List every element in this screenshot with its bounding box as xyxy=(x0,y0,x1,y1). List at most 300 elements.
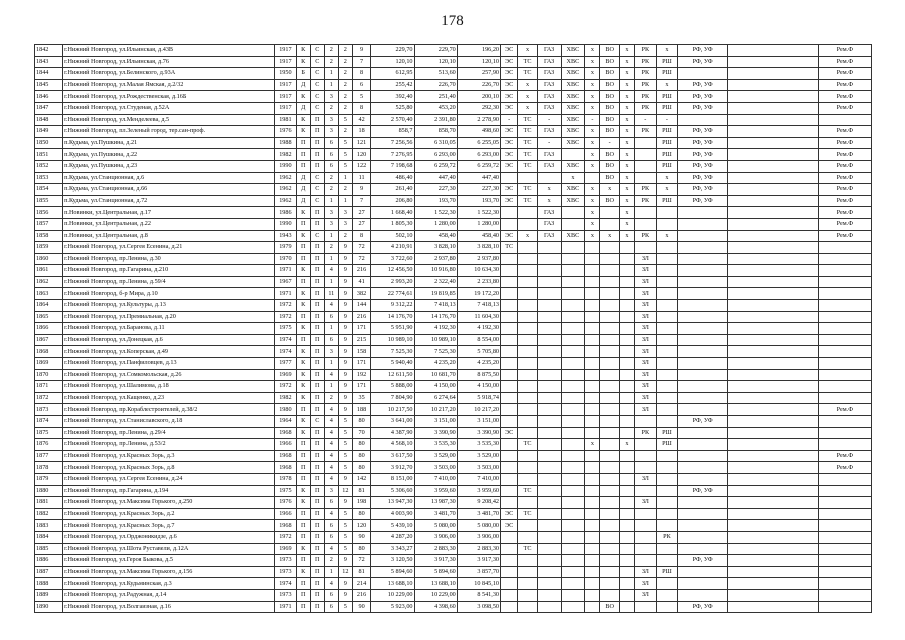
table-cell xyxy=(678,381,728,393)
table-cell xyxy=(501,450,518,462)
table-cell xyxy=(537,416,561,428)
table-cell: г.Нижний Новгород, пр.Кораблестроителей, д.38/2 xyxy=(63,404,275,416)
table-cell xyxy=(600,311,619,323)
table-cell: 9 xyxy=(338,311,352,323)
table-cell: 1964 xyxy=(275,416,297,428)
table-cell xyxy=(585,253,600,265)
table-cell xyxy=(585,566,600,578)
table-cell xyxy=(728,218,819,230)
table-cell xyxy=(600,334,619,346)
table-cell: 3 617,50 xyxy=(371,450,414,462)
table-cell xyxy=(600,288,619,300)
table-cell xyxy=(561,323,585,335)
table-cell xyxy=(728,369,819,381)
table-cell xyxy=(635,439,657,451)
table-cell xyxy=(561,311,585,323)
table-cell: 5 xyxy=(338,601,352,613)
table-cell: 1887 xyxy=(35,566,63,578)
table-cell xyxy=(728,207,819,219)
table-cell: 3 390,90 xyxy=(414,427,457,439)
table-cell xyxy=(501,207,518,219)
table-row xyxy=(35,56,872,68)
table-cell: РШ xyxy=(656,427,678,439)
table-cell: 3 917,30 xyxy=(414,555,457,567)
table-cell: П xyxy=(310,555,324,567)
table-cell: г.Нижний Новгород, ул.Панфиловцев, д.13 xyxy=(63,358,275,370)
table-cell: 3 828,10 xyxy=(414,242,457,254)
table-cell: х xyxy=(656,45,678,57)
table-cell: С xyxy=(310,195,324,207)
table-cell: 3 503,00 xyxy=(457,462,500,474)
table-cell: ГАЗ xyxy=(537,207,561,219)
table-cell: 4 xyxy=(324,439,338,451)
table-cell: 14 176,70 xyxy=(414,311,457,323)
table-cell: 5 923,00 xyxy=(371,601,414,613)
table-cell: г.Нижний Новгород, ул.Станиславского, д.18 xyxy=(63,416,275,428)
table-cell xyxy=(678,427,728,439)
table-cell xyxy=(600,381,619,393)
table-cell: 3 529,00 xyxy=(414,450,457,462)
table-cell: РК xyxy=(635,195,657,207)
table-cell: 9 xyxy=(338,288,352,300)
table-cell: 1 xyxy=(324,195,338,207)
table-cell: ГАЗ xyxy=(537,218,561,230)
table-cell: С xyxy=(310,68,324,80)
table-cell xyxy=(619,473,634,485)
table-cell: 1973 xyxy=(275,589,297,601)
table-cell: 72 xyxy=(352,555,370,567)
table-cell: 158 xyxy=(352,346,370,358)
table-cell xyxy=(678,218,728,230)
table-cell: 3 481,70 xyxy=(414,508,457,520)
table-cell: 6 259,72 xyxy=(414,160,457,172)
table-cell: ЭС xyxy=(501,508,518,520)
table-cell: 1890 xyxy=(35,601,63,613)
table-cell: 72 xyxy=(352,242,370,254)
table-cell: 1852 xyxy=(35,160,63,172)
table-cell xyxy=(619,265,634,277)
table-cell xyxy=(600,578,619,590)
table-cell xyxy=(818,323,871,335)
table-cell: 9 xyxy=(338,346,352,358)
table-cell: 81 xyxy=(352,485,370,497)
table-cell: 1869 xyxy=(35,358,63,370)
table-cell xyxy=(537,601,561,613)
table-cell: ЗЛ xyxy=(635,311,657,323)
table-cell xyxy=(518,253,537,265)
table-cell: 1975 xyxy=(275,485,297,497)
table-cell: РК xyxy=(635,56,657,68)
table-cell xyxy=(561,300,585,312)
table-cell: ВО xyxy=(600,172,619,184)
table-cell xyxy=(518,462,537,474)
table-cell: 10 229,00 xyxy=(371,589,414,601)
table-row xyxy=(35,79,872,91)
table-cell: 10 217,20 xyxy=(457,404,500,416)
table-cell: 9 xyxy=(338,323,352,335)
table-cell: РФ, УФ xyxy=(678,91,728,103)
table-cell xyxy=(728,265,819,277)
table-cell xyxy=(818,300,871,312)
table-cell: П xyxy=(310,265,324,277)
table-cell: 6 xyxy=(324,589,338,601)
table-cell xyxy=(619,416,634,428)
table-cell: 2 233,80 xyxy=(457,276,500,288)
table-cell xyxy=(600,485,619,497)
table-cell xyxy=(678,392,728,404)
table-cell: ТС xyxy=(518,126,537,138)
table-cell: г.Нижний Новгород, ул.Ильинская, д.76 xyxy=(63,56,275,68)
table-cell: - xyxy=(635,114,657,126)
table-cell: п.Кудьма, ул.Станционная, д.6 xyxy=(63,172,275,184)
table-cell: 6 xyxy=(324,497,338,509)
table-cell: 1847 xyxy=(35,102,63,114)
table-cell xyxy=(635,520,657,532)
table-cell: х xyxy=(585,45,600,57)
table-cell xyxy=(728,555,819,567)
table-cell: РК xyxy=(635,79,657,91)
table-cell: ЗЛ xyxy=(635,323,657,335)
table-cell: 5 xyxy=(338,427,352,439)
table-cell: 8 554,00 xyxy=(457,334,500,346)
table-cell xyxy=(619,288,634,300)
table-cell xyxy=(656,346,678,358)
table-cell: ЗЛ xyxy=(635,404,657,416)
table-cell xyxy=(656,578,678,590)
table-cell: ЗЛ xyxy=(635,369,657,381)
table-cell: п.Кудьма, ул.Станционная, д.72 xyxy=(63,195,275,207)
table-cell: г.Нижний Новгород, ул.Максима Горького, д.250 xyxy=(63,497,275,509)
table-cell: К xyxy=(296,358,310,370)
table-cell: ЭС xyxy=(501,79,518,91)
table-cell: 227,30 xyxy=(414,184,457,196)
table-cell: п.Новинки, ул.Центральная, д.22 xyxy=(63,218,275,230)
table-cell xyxy=(600,358,619,370)
table-cell: 2 xyxy=(338,79,352,91)
table-cell: ЗЛ xyxy=(635,578,657,590)
table-cell: 9 xyxy=(338,265,352,277)
table-cell xyxy=(818,114,871,126)
table-cell: РФ, УФ xyxy=(678,172,728,184)
table-cell: 1970 xyxy=(275,253,297,265)
table-cell: П xyxy=(310,578,324,590)
table-cell: П xyxy=(296,439,310,451)
table-cell: П xyxy=(310,160,324,172)
table-row xyxy=(35,392,872,404)
table-cell xyxy=(635,531,657,543)
table-cell xyxy=(600,427,619,439)
table-cell: 1884 xyxy=(35,531,63,543)
table-cell xyxy=(728,230,819,242)
table-cell: 502,10 xyxy=(371,230,414,242)
table-cell: 1982 xyxy=(275,149,297,161)
table-cell: 193,70 xyxy=(457,195,500,207)
table-cell: Рем.Ф xyxy=(818,149,871,161)
table-cell: ВО xyxy=(600,160,619,172)
table-cell: 3 503,00 xyxy=(414,462,457,474)
table-cell xyxy=(635,172,657,184)
table-cell xyxy=(619,381,634,393)
table-cell xyxy=(656,589,678,601)
table-cell: 6 310,05 xyxy=(414,137,457,149)
table-cell: П xyxy=(310,508,324,520)
table-cell xyxy=(728,126,819,138)
table-cell: 2 xyxy=(338,45,352,57)
table-cell: Рем.Ф xyxy=(818,218,871,230)
table-cell: 1973 xyxy=(275,555,297,567)
table-cell xyxy=(728,601,819,613)
table-cell xyxy=(728,288,819,300)
table-cell xyxy=(728,578,819,590)
table-cell: ХВС xyxy=(561,184,585,196)
table-cell: Рем.Ф xyxy=(818,79,871,91)
table-cell xyxy=(518,381,537,393)
table-cell: 120,10 xyxy=(457,56,500,68)
table-cell xyxy=(518,416,537,428)
table-row xyxy=(35,149,872,161)
table-cell xyxy=(501,300,518,312)
table-cell xyxy=(561,555,585,567)
table-cell: ЗЛ xyxy=(635,566,657,578)
table-cell: х xyxy=(561,172,585,184)
table-cell: 3 xyxy=(324,91,338,103)
table-cell xyxy=(561,392,585,404)
table-cell: Д xyxy=(296,172,310,184)
table-row xyxy=(35,265,872,277)
table-cell: х xyxy=(619,439,634,451)
table-cell: х xyxy=(619,160,634,172)
table-cell: 3 151,00 xyxy=(414,416,457,428)
table-cell: 5 xyxy=(338,520,352,532)
table-cell xyxy=(818,381,871,393)
table-cell xyxy=(561,578,585,590)
table-cell: 2 xyxy=(324,555,338,567)
table-cell: 5 951,90 xyxy=(371,323,414,335)
table-cell: П xyxy=(296,253,310,265)
table-cell: 1973 xyxy=(275,566,297,578)
table-cell: К xyxy=(296,265,310,277)
table-cell xyxy=(501,381,518,393)
table-cell: 226,70 xyxy=(414,79,457,91)
table-cell: 7 804,90 xyxy=(371,392,414,404)
table-cell: Д xyxy=(296,195,310,207)
table-cell xyxy=(656,543,678,555)
table-cell xyxy=(585,265,600,277)
table-cell: К xyxy=(296,497,310,509)
table-cell: г.Нижний Новгород, ул.Шота Руставели, д.12А xyxy=(63,543,275,555)
table-row xyxy=(35,462,872,474)
table-cell xyxy=(728,589,819,601)
table-cell: 3 xyxy=(324,485,338,497)
table-cell xyxy=(518,323,537,335)
table-cell: 227,30 xyxy=(457,184,500,196)
table-cell xyxy=(501,311,518,323)
table-cell xyxy=(585,543,600,555)
table-cell xyxy=(818,520,871,532)
table-cell xyxy=(585,427,600,439)
table-cell: ВО xyxy=(600,45,619,57)
table-cell xyxy=(600,346,619,358)
table-cell xyxy=(635,462,657,474)
table-cell xyxy=(818,369,871,381)
table-cell: РФ, УФ xyxy=(678,184,728,196)
table-cell xyxy=(818,508,871,520)
table-cell: 1 280,00 xyxy=(414,218,457,230)
table-cell xyxy=(561,497,585,509)
table-cell xyxy=(501,578,518,590)
table-cell: 4 xyxy=(324,300,338,312)
table-cell: 382 xyxy=(352,288,370,300)
table-cell xyxy=(600,404,619,416)
table-cell xyxy=(728,508,819,520)
table-cell: 3 917,30 xyxy=(457,555,500,567)
table-cell: ВО xyxy=(600,126,619,138)
table-cell: РК xyxy=(635,91,657,103)
table-cell xyxy=(619,543,634,555)
table-cell xyxy=(728,311,819,323)
table-cell xyxy=(635,543,657,555)
table-cell: П xyxy=(310,149,324,161)
page-number: 178 xyxy=(441,13,464,29)
table-cell xyxy=(561,358,585,370)
table-cell xyxy=(619,323,634,335)
table-cell: РФ, УФ xyxy=(678,416,728,428)
table-cell: 1972 xyxy=(275,381,297,393)
table-cell xyxy=(678,323,728,335)
table-cell: 1917 xyxy=(275,91,297,103)
table-cell xyxy=(561,276,585,288)
table-cell xyxy=(678,276,728,288)
table-cell: П xyxy=(296,462,310,474)
table-cell xyxy=(518,555,537,567)
table-cell xyxy=(585,300,600,312)
table-cell: 5 894,60 xyxy=(414,566,457,578)
table-cell: П xyxy=(310,323,324,335)
table-cell: 5 940,40 xyxy=(371,358,414,370)
table-cell xyxy=(518,346,537,358)
table-cell: РК xyxy=(635,184,657,196)
table-cell: П xyxy=(296,578,310,590)
table-cell: ХВС xyxy=(561,56,585,68)
table-cell xyxy=(678,242,728,254)
table-cell: 3 xyxy=(338,207,352,219)
table-cell xyxy=(518,311,537,323)
table-cell: х xyxy=(619,149,634,161)
table-cell: ВО xyxy=(600,79,619,91)
table-cell: 2 993,20 xyxy=(371,276,414,288)
table-cell: 200,10 xyxy=(457,91,500,103)
table-cell xyxy=(585,358,600,370)
table-cell: 4 398,60 xyxy=(414,601,457,613)
table-cell: 1 xyxy=(324,230,338,242)
table-cell: 3 912,70 xyxy=(371,462,414,474)
table-cell: 1986 xyxy=(275,207,297,219)
table-cell: - xyxy=(600,137,619,149)
table-cell: г.Нижний Новгород, ул.Белинского, д.93А xyxy=(63,68,275,80)
table-cell: 35 xyxy=(352,392,370,404)
table-cell: 1917 xyxy=(275,79,297,91)
table-cell: П xyxy=(310,497,324,509)
table-cell: х xyxy=(585,195,600,207)
table-cell: 1871 xyxy=(35,381,63,393)
table-cell xyxy=(635,555,657,567)
table-row xyxy=(35,114,872,126)
table-cell xyxy=(561,450,585,462)
table-cell xyxy=(585,485,600,497)
table-cell xyxy=(728,358,819,370)
table-cell xyxy=(818,473,871,485)
table-cell: 1850 xyxy=(35,137,63,149)
table-cell: 4 xyxy=(324,427,338,439)
table-row xyxy=(35,508,872,520)
table-cell: 171 xyxy=(352,381,370,393)
table-cell: 80 xyxy=(352,462,370,474)
table-cell xyxy=(818,346,871,358)
table-cell: - xyxy=(501,114,518,126)
table-cell xyxy=(501,601,518,613)
table-cell: 7 525,30 xyxy=(371,346,414,358)
table-cell: ЗЛ xyxy=(635,358,657,370)
table-cell: 1 xyxy=(324,276,338,288)
table-cell: РФ, УФ xyxy=(678,126,728,138)
table-cell: 3 xyxy=(324,218,338,230)
table-cell: 9 xyxy=(338,497,352,509)
table-row xyxy=(35,369,872,381)
table-cell: Рем.Ф xyxy=(818,56,871,68)
table-cell: 1863 xyxy=(35,288,63,300)
table-cell xyxy=(518,172,537,184)
table-row xyxy=(35,218,872,230)
table-cell xyxy=(619,253,634,265)
table-cell: ЭС xyxy=(501,126,518,138)
table-cell: х xyxy=(619,207,634,219)
table-cell: 1982 xyxy=(275,392,297,404)
table-row xyxy=(35,311,872,323)
table-row xyxy=(35,195,872,207)
table-cell: П xyxy=(310,207,324,219)
table-cell xyxy=(656,334,678,346)
table-cell: 9 xyxy=(338,404,352,416)
table-cell: 206,80 xyxy=(371,195,414,207)
table-cell: 4 xyxy=(324,265,338,277)
table-cell xyxy=(561,207,585,219)
table-cell: 1990 xyxy=(275,218,297,230)
table-cell: П xyxy=(296,137,310,149)
table-cell: Рем.Ф xyxy=(818,172,871,184)
table-cell: К xyxy=(296,300,310,312)
table-cell xyxy=(818,566,871,578)
table-cell: п.Кудьма, ул.Станционная, д.66 xyxy=(63,184,275,196)
table-cell xyxy=(635,218,657,230)
table-cell: 5 xyxy=(338,416,352,428)
table-cell: К xyxy=(296,323,310,335)
table-cell xyxy=(585,520,600,532)
table-cell: - xyxy=(537,137,561,149)
table-cell: РК xyxy=(635,45,657,57)
table-cell xyxy=(728,172,819,184)
table-cell: г.Нижний Новгород, ул.Красных Зорь, д.7 xyxy=(63,520,275,532)
table-cell: 80 xyxy=(352,508,370,520)
table-cell: 1968 xyxy=(275,462,297,474)
table-cell: ВО xyxy=(600,102,619,114)
table-cell: г.Нижний Новгород, пр.Гагарина, д.210 xyxy=(63,265,275,277)
table-cell xyxy=(600,450,619,462)
table-cell xyxy=(561,427,585,439)
table-cell: 1917 xyxy=(275,102,297,114)
table-cell: ЭС xyxy=(501,56,518,68)
table-cell: 1974 xyxy=(275,578,297,590)
table-cell: 1843 xyxy=(35,56,63,68)
